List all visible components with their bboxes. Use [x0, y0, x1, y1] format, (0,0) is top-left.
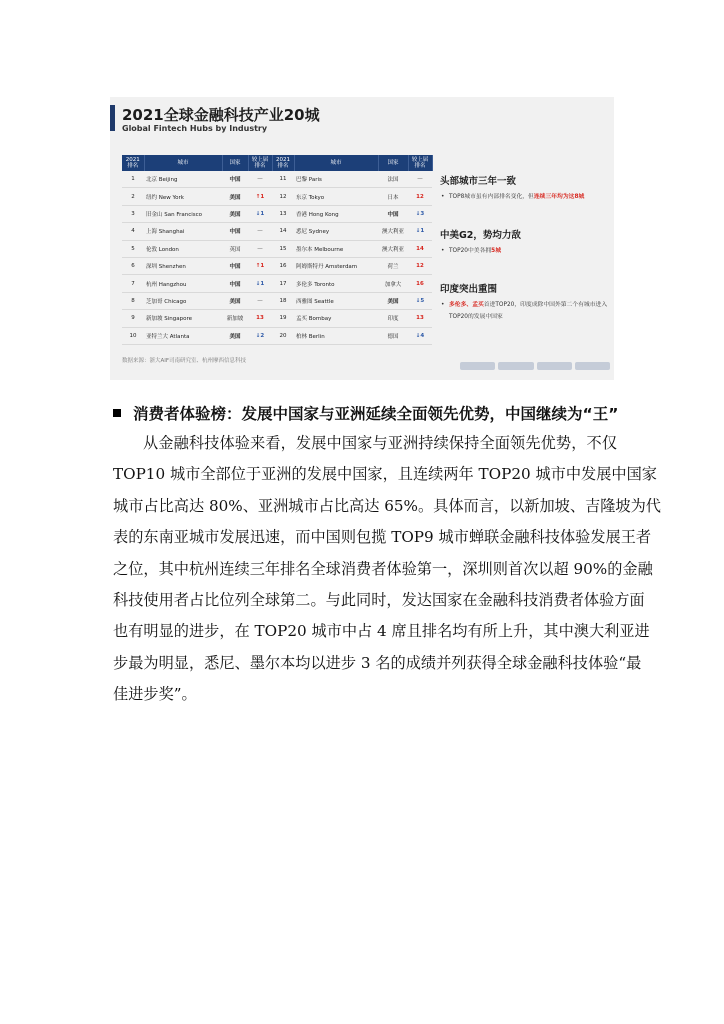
table-cell: 加拿大	[378, 275, 408, 292]
table-cell: 多伦多 Toronto	[294, 275, 378, 292]
table-cell: 13	[408, 310, 432, 327]
body-paragraph	[113, 428, 661, 711]
table-cell: 中国	[378, 205, 408, 222]
bullet-3-highlight: 多伦多、孟买	[449, 302, 484, 308]
table-cell: 美国	[222, 205, 248, 222]
square-bullet-icon	[113, 409, 121, 417]
table-header-cell: 较上届 排名	[248, 155, 272, 171]
table-cell: 4	[122, 223, 144, 240]
table-row	[122, 275, 432, 292]
partner-logo	[575, 362, 610, 370]
table-header-row	[122, 155, 432, 171]
partner-logos	[460, 362, 610, 374]
table-cell: 伦敦 London	[144, 240, 222, 257]
table-cell: ↑1	[248, 257, 272, 274]
sidebar-bullet-3	[440, 299, 610, 323]
table-header-cell: 城市	[144, 155, 222, 171]
table-cell: 14	[272, 223, 294, 240]
table-cell: ↑1	[248, 188, 272, 205]
table-cell: ↓1	[248, 205, 272, 222]
table-cell: 2	[122, 188, 144, 205]
table-header-cell: 2021 排名	[272, 155, 294, 171]
section-heading	[113, 402, 633, 424]
title-accent-bar	[110, 105, 115, 131]
table-header-cell: 城市	[294, 155, 378, 171]
table-cell: ↓1	[248, 275, 272, 292]
table-cell: 西雅图 Seattle	[294, 292, 378, 309]
table-cell: 美国	[222, 327, 248, 344]
table-header-cell: 国家	[222, 155, 248, 171]
paragraph-line: 表的东南亚城市发展迅速，而中国则包揽 TOP9 城市蝉联金融科技体验发展王者	[113, 528, 652, 547]
ranking-table	[122, 155, 433, 345]
table-row	[122, 188, 432, 205]
table-cell: 美国	[222, 292, 248, 309]
bullet-3-text: 首进TOP20，印度成除中国外第二个有城市进入TOP20的发展中国家	[449, 302, 608, 320]
sidebar-heading-1: 头部城市三年一致	[440, 176, 517, 187]
table-cell: 上海 Shanghai	[144, 223, 222, 240]
table-cell: 中国	[222, 223, 248, 240]
table-cell: 英国	[222, 240, 248, 257]
table-cell: 日本	[378, 188, 408, 205]
table-cell: 亚特兰大 Atlanta	[144, 327, 222, 344]
table-cell: 15	[272, 240, 294, 257]
table-cell: 20	[272, 327, 294, 344]
table-cell: 14	[408, 240, 432, 257]
table-cell: 8	[122, 292, 144, 309]
table-body	[122, 171, 432, 344]
sidebar-bullet-2	[440, 245, 610, 257]
table-row	[122, 205, 432, 222]
slide-subtitle: Global Fintech Hubs by Industry	[122, 124, 268, 133]
table-cell: —	[248, 223, 272, 240]
table-cell: 12	[408, 257, 432, 274]
paragraph-line: 科技使用者占比位列全球第二。与此同时，发达国家在金融科技消费者体验方面	[113, 591, 645, 610]
section-heading-text: 消费者体验榜：发展中国家与亚洲延续全面领先优势，中国继续为“王”	[133, 405, 619, 423]
paragraph-line: 之位，其中杭州连续三年排名全球消费者体验第一，深圳则首次以超 90%的金融	[113, 559, 653, 578]
table-cell: 9	[122, 310, 144, 327]
table-cell: 巴黎 Paris	[294, 171, 378, 188]
table-cell: 芝加哥 Chicago	[144, 292, 222, 309]
table-row	[122, 223, 432, 240]
table-cell: 新加坡	[222, 310, 248, 327]
table-cell: 澳大利亚	[378, 240, 408, 257]
table-cell: 东京 Tokyo	[294, 188, 378, 205]
partner-logo	[537, 362, 572, 370]
table-cell: 19	[272, 310, 294, 327]
table-row	[122, 171, 432, 188]
table-cell: 3	[122, 205, 144, 222]
table-cell: 中国	[222, 171, 248, 188]
table-cell: ↓3	[408, 205, 432, 222]
slide-sidebar	[440, 167, 610, 323]
table-cell: 旧金山 San Francisco	[144, 205, 222, 222]
table-cell: 12	[408, 188, 432, 205]
table-cell: 澳大利亚	[378, 223, 408, 240]
paragraph-line: 从金融科技体验来看，发展中国家与亚洲持续保持全面领先优势，不仅	[143, 434, 617, 452]
table-cell: 10	[122, 327, 144, 344]
table-cell: ↓2	[248, 327, 272, 344]
sidebar-heading-2: 中美G2，势均力敌	[440, 230, 521, 241]
table-cell: 荷兰	[378, 257, 408, 274]
bullet-1-highlight: 连续三年均为这8城	[533, 194, 585, 200]
table-cell: 13	[248, 310, 272, 327]
table-cell: 北京 Beijing	[144, 171, 222, 188]
table-cell: 德国	[378, 327, 408, 344]
table-cell: —	[248, 292, 272, 309]
table-cell: 中国	[222, 275, 248, 292]
table-cell: 17	[272, 275, 294, 292]
table-cell: 7	[122, 275, 144, 292]
table-cell: 法国	[378, 171, 408, 188]
sidebar-bullet-1	[440, 191, 610, 203]
table-cell: —	[408, 171, 432, 188]
paragraph-line: 也有明显的进步，在 TOP20 城市中占 4 席且排名均有所上升，其中澳大利亚进	[113, 622, 650, 641]
partner-logo	[498, 362, 533, 370]
table-cell: 孟买 Bombay	[294, 310, 378, 327]
partner-logo	[460, 362, 495, 370]
table-cell: 18	[272, 292, 294, 309]
paragraph-line: 城市占比高达 80%、亚洲城市占比高达 65%。具体而言，以新加坡、吉隆坡为代	[113, 496, 661, 515]
table-cell: 香港 Hong Kong	[294, 205, 378, 222]
table-header-cell: 国家	[378, 155, 408, 171]
table-cell: 深圳 Shenzhen	[144, 257, 222, 274]
table-cell: ↓1	[408, 223, 432, 240]
bullet-1-text: TOP8城市虽有内部排名变化，但	[449, 194, 534, 200]
table-cell: 美国	[222, 188, 248, 205]
table-cell: 1	[122, 171, 144, 188]
table-row	[122, 327, 432, 344]
table-cell: 柏林 Berlin	[294, 327, 378, 344]
table-cell: 阿姆斯特丹 Amsterdam	[294, 257, 378, 274]
table-row	[122, 257, 432, 274]
table-cell: 新加坡 Singapore	[144, 310, 222, 327]
table-cell: 11	[272, 171, 294, 188]
table-cell: 5	[122, 240, 144, 257]
paragraph-line: 佳进步奖”。	[113, 685, 197, 704]
table-cell: 纽约 New York	[144, 188, 222, 205]
sidebar-heading-3: 印度突出重围	[440, 284, 498, 295]
table-cell: 墨尔本 Melbourne	[294, 240, 378, 257]
table-row	[122, 310, 432, 327]
table-header-cell: 较上届 排名	[408, 155, 432, 171]
table-row	[122, 292, 432, 309]
paragraph-line: TOP10 城市全部位于亚洲的发展中国家，且连续两年 TOP20 城市中发展中国家	[113, 465, 657, 484]
table-cell: —	[248, 240, 272, 257]
table-cell: ↓5	[408, 292, 432, 309]
bullet-2-text: TOP20中美各拥	[449, 248, 492, 254]
table-cell: 12	[272, 188, 294, 205]
slide-title: 2021全球金融科技产业20城	[122, 106, 320, 124]
table-cell: ↓4	[408, 327, 432, 344]
table-cell: —	[248, 171, 272, 188]
table-cell: 中国	[222, 257, 248, 274]
table-cell: 印度	[378, 310, 408, 327]
table-cell: 13	[272, 205, 294, 222]
data-source-note: 数据来源：浙大AIF司南研究室、杭州摩西信息科技	[122, 358, 247, 364]
fintech-hubs-slide	[110, 97, 614, 380]
table-cell: 美国	[378, 292, 408, 309]
table-cell: 杭州 Hangzhou	[144, 275, 222, 292]
paragraph-line: 步最为明显，悉尼、墨尔本均以进步 3 名的成绩并列获得全球金融科技体验“最	[113, 653, 642, 672]
table-cell: 16	[272, 257, 294, 274]
table-cell: 6	[122, 257, 144, 274]
table-cell: 16	[408, 275, 432, 292]
table-cell: 悉尼 Sydney	[294, 223, 378, 240]
table-header-cell: 2021 排名	[122, 155, 144, 171]
bullet-2-highlight: 5城	[491, 248, 502, 254]
table-row	[122, 240, 432, 257]
